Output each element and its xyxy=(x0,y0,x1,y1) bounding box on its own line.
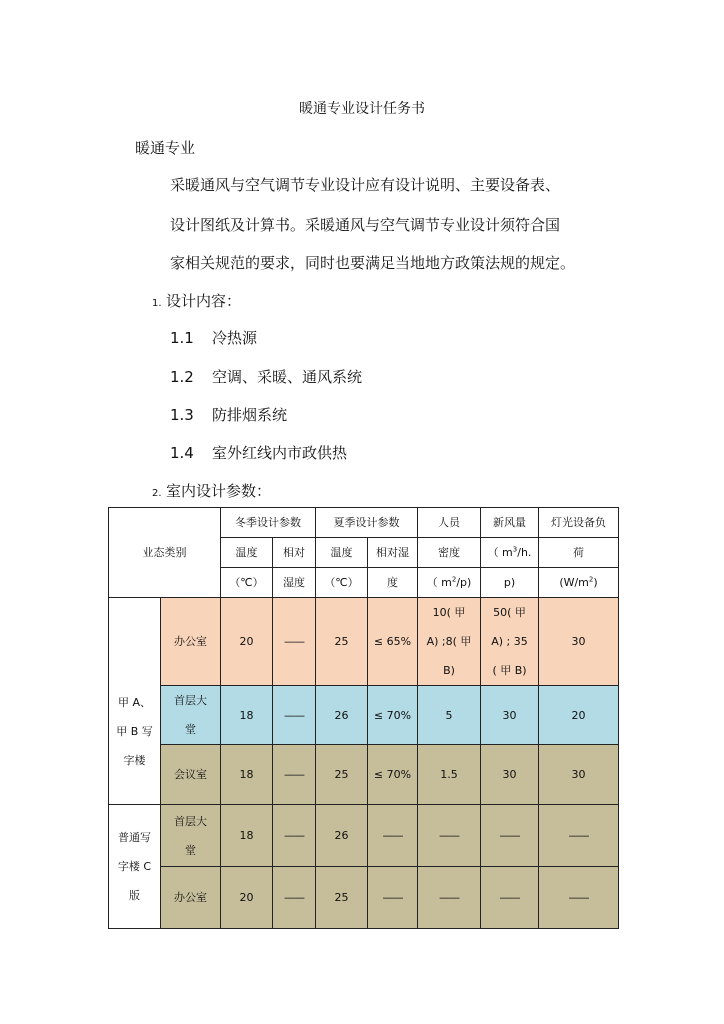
cell-line: 首层大 xyxy=(174,814,207,828)
table-row xyxy=(109,745,619,805)
header-summer-rh: 相对湿 xyxy=(368,538,418,568)
cell-line: 首层大 xyxy=(174,694,207,707)
light-unit-b: ) xyxy=(593,576,598,589)
header-fresh-air-1: 新风量 xyxy=(481,508,539,538)
header-fresh-air-3: p) xyxy=(481,568,539,598)
cell-line: A) ; 35 xyxy=(491,635,528,648)
space-type xyxy=(161,686,221,745)
winter-rh: —— xyxy=(273,867,316,929)
people-density: —— xyxy=(418,867,481,929)
people-density xyxy=(418,598,481,686)
header-people-2: 密度 xyxy=(418,538,481,568)
winter-temp: 20 xyxy=(221,867,273,929)
section-number: 1. xyxy=(152,298,162,309)
winter-rh: —— xyxy=(273,686,316,745)
item-number: 1.4 xyxy=(170,444,194,462)
group-line: 甲 B 写 xyxy=(116,724,153,738)
summer-rh: ≤ 70% xyxy=(368,686,418,745)
fresh-air: 30 xyxy=(481,686,539,745)
lighting-load: 30 xyxy=(539,598,619,686)
space-type: 办公室 xyxy=(161,598,221,686)
item-number: 1.1 xyxy=(170,329,194,347)
header-people-1: 人员 xyxy=(418,508,481,538)
summer-temp: 25 xyxy=(316,745,368,805)
header-summer-temp-unit: （℃） xyxy=(316,568,368,598)
list-item xyxy=(170,404,287,425)
table-row xyxy=(109,686,619,745)
fresh-unit-b: /h. xyxy=(517,546,532,559)
group-line: 字楼 xyxy=(123,753,146,767)
table-row xyxy=(109,805,619,867)
paragraph-line: 设计图纸及计算书。采暖通风与空气调节专业设计须符合国 xyxy=(170,216,561,234)
item-label: 防排烟系统 xyxy=(212,406,288,424)
header-lighting-1: 灯光设备负 xyxy=(539,508,619,538)
item-label: 冷热源 xyxy=(212,329,258,347)
document-title: 暖通专业设计任务书 xyxy=(299,101,425,117)
header-lighting-2: 荷 xyxy=(539,538,619,568)
cell-line: 堂 xyxy=(185,723,196,736)
summer-temp: 25 xyxy=(316,598,368,686)
fresh-unit-a: （ m xyxy=(487,546,513,559)
header-winter-rh: 相对 xyxy=(273,538,316,568)
list-item xyxy=(170,366,362,387)
header-winter: 冬季设计参数 xyxy=(221,508,316,538)
people-density: 1.5 xyxy=(418,745,481,805)
header-summer: 夏季设计参数 xyxy=(316,508,418,538)
summer-rh: —— xyxy=(368,805,418,867)
lighting-load: —— xyxy=(539,805,619,867)
people-unit-a: （ m xyxy=(426,576,452,589)
winter-temp: 20 xyxy=(221,598,273,686)
space-type xyxy=(161,805,221,867)
group-line: 版 xyxy=(129,889,140,902)
people-density: —— xyxy=(418,805,481,867)
superscript: 2 xyxy=(451,575,457,584)
cell-line: ( 甲 B) xyxy=(492,664,527,677)
list-item xyxy=(170,442,347,463)
summer-temp: 26 xyxy=(316,805,368,867)
summer-temp: 25 xyxy=(316,867,368,929)
winter-temp: 18 xyxy=(221,745,273,805)
header-winter-temp: 温度 xyxy=(221,538,273,568)
lighting-load: —— xyxy=(539,867,619,929)
header-summer-rh-2: 度 xyxy=(368,568,418,598)
cell-line: 10( 甲 xyxy=(432,606,466,619)
fresh-air xyxy=(481,598,539,686)
header-summer-temp: 温度 xyxy=(316,538,368,568)
winter-rh: —— xyxy=(273,805,316,867)
header-category: 业态类别 xyxy=(109,508,221,598)
group-line: 普通写 xyxy=(118,831,151,844)
section-indoor-params xyxy=(152,480,271,501)
header-winter-rh-2: 湿度 xyxy=(273,568,316,598)
list-item xyxy=(170,327,257,348)
section-label: 设计内容： xyxy=(166,292,242,310)
winter-temp: 18 xyxy=(221,805,273,867)
summer-rh: —— xyxy=(368,867,418,929)
paragraph-line: 采暖通风与空气调节专业设计应有设计说明、主要设备表、 xyxy=(170,176,561,194)
people-density: 5 xyxy=(418,686,481,745)
group-line: 甲 A、 xyxy=(117,695,152,709)
cell-line: 50( 甲 xyxy=(493,606,526,619)
item-label: 室外红线内市政供热 xyxy=(212,444,348,462)
item-number: 1.3 xyxy=(170,406,194,424)
fresh-air: —— xyxy=(481,805,539,867)
space-type: 办公室 xyxy=(161,867,221,929)
fresh-air: —— xyxy=(481,867,539,929)
indoor-parameters-table xyxy=(108,507,619,929)
fresh-air: 30 xyxy=(481,745,539,805)
section-design-content xyxy=(152,290,241,311)
paragraph-line: 家相关规范的要求，同时也要满足当地地方政策法规的规定。 xyxy=(170,254,576,272)
cell-line: 堂 xyxy=(185,843,196,857)
header-people-3 xyxy=(418,568,481,598)
winter-temp: 18 xyxy=(221,686,273,745)
header-fresh-air-2 xyxy=(481,538,539,568)
winter-rh: —— xyxy=(273,745,316,805)
section-label: 室内设计参数： xyxy=(166,482,272,500)
table-row xyxy=(109,867,619,929)
summer-rh: ≤ 70% xyxy=(368,745,418,805)
section-number: 2. xyxy=(152,488,162,499)
superscript: 3 xyxy=(512,545,518,554)
lighting-load: 20 xyxy=(539,686,619,745)
group-line: 字楼 C xyxy=(117,860,152,873)
superscript: 2 xyxy=(588,575,594,584)
cell-line: B) xyxy=(443,664,455,677)
table-row xyxy=(109,598,619,686)
group-label xyxy=(109,598,161,805)
group-label xyxy=(109,805,161,929)
light-unit-a: (W/m xyxy=(559,576,589,589)
lighting-load: 30 xyxy=(539,745,619,805)
header-winter-temp-unit: （℃） xyxy=(221,568,273,598)
space-type: 会议室 xyxy=(161,745,221,805)
item-number: 1.2 xyxy=(170,368,194,386)
summer-rh: ≤ 65% xyxy=(368,598,418,686)
summer-temp: 26 xyxy=(316,686,368,745)
cell-line: A) ;8( 甲 xyxy=(426,635,472,648)
discipline-heading: 暖通专业 xyxy=(135,139,196,157)
winter-rh: —— xyxy=(273,598,316,686)
people-unit-b: /p) xyxy=(456,576,472,589)
header-lighting-3 xyxy=(539,568,619,598)
item-label: 空调、采暖、通风系统 xyxy=(212,368,363,386)
